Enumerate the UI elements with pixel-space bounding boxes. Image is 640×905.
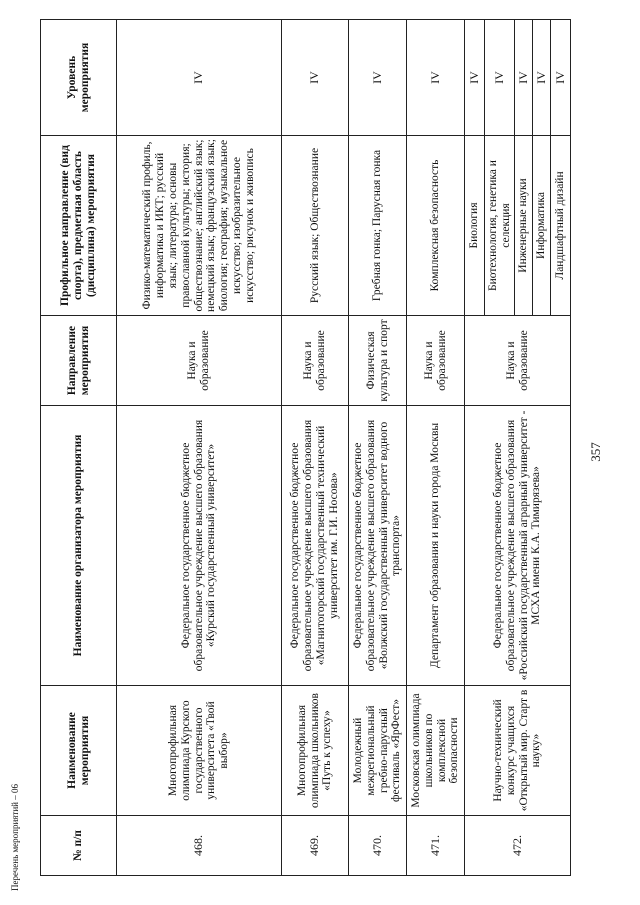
row-profile: Информатика	[533, 136, 551, 316]
table-row	[282, 20, 349, 876]
row-direction: Физическая культура и спорт	[349, 316, 407, 406]
row-profile: Биотехнология, генетика и селекция	[485, 136, 515, 316]
row-level: IV	[407, 20, 465, 136]
row-event-name: Московская олимпиада школьников по комплексной безопасности	[407, 686, 465, 816]
rotated-table-container	[40, 20, 570, 876]
table-row	[407, 20, 465, 876]
row-organizer: Департамент образования и науки города Москвы	[407, 406, 465, 686]
row-num: 469.	[282, 816, 349, 876]
row-profile: Комплексная безопасность	[407, 136, 465, 316]
header-organizer: Наименование организатора мероприятия	[41, 406, 117, 686]
header-profile: Профильное направление (вид спорта), предметная область (дисциплина) мероприятия	[41, 136, 117, 316]
header-level: Уровень мероприятия	[41, 20, 117, 136]
row-direction: Наука и образование	[407, 316, 465, 406]
row-level: IV	[117, 20, 282, 136]
events-table	[40, 19, 571, 876]
footer-note: Перечень мероприятий – 06	[10, 784, 20, 891]
row-direction: Наука и образование	[465, 316, 571, 406]
row-profile: Гребная гонка; Парусная гонка	[349, 136, 407, 316]
row-num: 472.	[465, 816, 571, 876]
row-level: IV	[485, 20, 515, 136]
row-profile: Физико-математический профиль, информатика и ИКТ; русский язык; литература; основы православной культуры; история; обществознание; английский язык; немецкий язык; французский язык; биология; география; музыкальное искусство; изобразительное искусство; рисунок и живопись	[117, 136, 282, 316]
row-level: IV	[465, 20, 485, 136]
row-event-name: Молодежный межрегиональный гребно-парусный фестиваль «ЯрФест»	[349, 686, 407, 816]
row-organizer: Федеральное государственное бюджетное образовательное учреждение высшего образования «Российский государственный аграрный университет - МСХА имени К.А. Тимирязева»	[465, 406, 571, 686]
row-level: IV	[349, 20, 407, 136]
row-profile: Ландшафтный дизайн	[551, 136, 571, 316]
row-level: IV	[551, 20, 571, 136]
row-num: 471.	[407, 816, 465, 876]
row-event-name: Многопрофильная олимпиада школьников «Путь к успеху»	[282, 686, 349, 816]
row-direction: Наука и образование	[117, 316, 282, 406]
row-event-name: Научно-технический конкурс учащихся «Открытый мир. Старт в науку»	[465, 686, 571, 816]
table-row	[117, 20, 282, 876]
row-direction: Наука и образование	[282, 316, 349, 406]
table-header-row	[41, 20, 117, 876]
header-direction: Направление мероприятия	[41, 316, 117, 406]
row-num: 468.	[117, 816, 282, 876]
row-organizer: Федеральное государственное бюджетное образовательное учреждение высшего образования «Магнитогорский государственный технический университет им. Г.И. Носова»	[282, 406, 349, 686]
header-event-name: Наименование мероприятия	[41, 686, 117, 816]
row-level: IV	[282, 20, 349, 136]
row-num: 470.	[349, 816, 407, 876]
row-level: IV	[515, 20, 533, 136]
table-row	[465, 20, 485, 876]
page-number: 357	[588, 442, 603, 462]
row-organizer: Федеральное государственное бюджетное образовательное учреждение высшего образования «Волжский государственный университет водного транспорта»	[349, 406, 407, 686]
row-event-name: Многопрофильная олимпиада Курского государственного университета «Твой выбор»	[117, 686, 282, 816]
row-organizer: Федеральное государственное бюджетное образовательное учреждение высшего образования «Курский государственный университет»	[117, 406, 282, 686]
row-profile: Русский язык; Обществознание	[282, 136, 349, 316]
row-level: IV	[533, 20, 551, 136]
row-profile: Инженерные науки	[515, 136, 533, 316]
table-row	[349, 20, 407, 876]
header-num: № п/п	[41, 816, 117, 876]
row-profile: Биология	[465, 136, 485, 316]
